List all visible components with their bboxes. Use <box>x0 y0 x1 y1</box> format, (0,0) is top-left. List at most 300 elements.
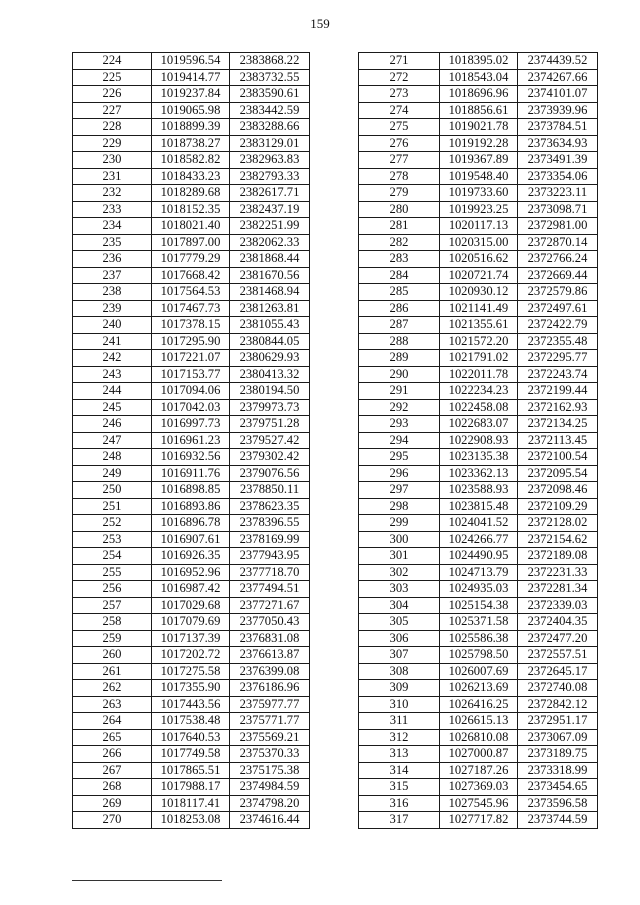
x-coordinate-cell: 1024935.03 <box>440 581 518 598</box>
y-coordinate-cell: 2372134.25 <box>518 416 598 433</box>
point-number-cell: 258 <box>73 614 152 631</box>
table-row <box>359 86 598 103</box>
y-coordinate-cell: 2380844.05 <box>230 333 310 350</box>
y-coordinate-cell: 2380194.50 <box>230 383 310 400</box>
y-coordinate-cell: 2379302.42 <box>230 449 310 466</box>
point-number-cell: 300 <box>359 531 440 548</box>
y-coordinate-cell: 2382963.83 <box>230 152 310 169</box>
point-number-cell: 296 <box>359 465 440 482</box>
x-coordinate-cell: 1016898.85 <box>152 482 230 499</box>
table-row <box>359 119 598 136</box>
table-row <box>359 416 598 433</box>
point-number-cell: 313 <box>359 746 440 763</box>
point-number-cell: 287 <box>359 317 440 334</box>
x-coordinate-cell: 1017749.58 <box>152 746 230 763</box>
table-row <box>73 416 310 433</box>
x-coordinate-cell: 1019367.89 <box>440 152 518 169</box>
y-coordinate-cell: 2372557.51 <box>518 647 598 664</box>
x-coordinate-cell: 1026416.25 <box>440 696 518 713</box>
point-number-cell: 257 <box>73 597 152 614</box>
x-coordinate-cell: 1017275.58 <box>152 663 230 680</box>
point-number-cell: 282 <box>359 234 440 251</box>
table-row <box>73 317 310 334</box>
point-number-cell: 279 <box>359 185 440 202</box>
table-row <box>73 564 310 581</box>
x-coordinate-cell: 1017042.03 <box>152 399 230 416</box>
point-number-cell: 259 <box>73 630 152 647</box>
point-number-cell: 303 <box>359 581 440 598</box>
point-number-cell: 264 <box>73 713 152 730</box>
y-coordinate-cell: 2378169.99 <box>230 531 310 548</box>
point-number-cell: 306 <box>359 630 440 647</box>
point-number-cell: 260 <box>73 647 152 664</box>
table-row <box>73 185 310 202</box>
point-number-cell: 251 <box>73 498 152 515</box>
x-coordinate-cell: 1022908.93 <box>440 432 518 449</box>
y-coordinate-cell: 2373596.58 <box>518 795 598 812</box>
y-coordinate-cell: 2377050.43 <box>230 614 310 631</box>
x-coordinate-cell: 1017378.15 <box>152 317 230 334</box>
point-number-cell: 225 <box>73 69 152 86</box>
x-coordinate-cell: 1027000.87 <box>440 746 518 763</box>
y-coordinate-cell: 2372870.14 <box>518 234 598 251</box>
point-number-cell: 261 <box>73 663 152 680</box>
y-coordinate-cell: 2377718.70 <box>230 564 310 581</box>
table-row <box>359 53 598 70</box>
table-row <box>73 69 310 86</box>
x-coordinate-cell: 1016961.23 <box>152 432 230 449</box>
x-coordinate-cell: 1019237.84 <box>152 86 230 103</box>
x-coordinate-cell: 1020930.12 <box>440 284 518 301</box>
x-coordinate-cell: 1018582.82 <box>152 152 230 169</box>
table-row <box>359 317 598 334</box>
table-row <box>73 383 310 400</box>
x-coordinate-cell: 1018856.61 <box>440 102 518 119</box>
x-coordinate-cell: 1025798.50 <box>440 647 518 664</box>
table-row <box>359 762 598 779</box>
table-row <box>73 762 310 779</box>
y-coordinate-cell: 2379973.73 <box>230 399 310 416</box>
table-row <box>359 383 598 400</box>
point-number-cell: 312 <box>359 729 440 746</box>
y-coordinate-cell: 2375569.21 <box>230 729 310 746</box>
y-coordinate-cell: 2374798.20 <box>230 795 310 812</box>
table-row <box>73 218 310 235</box>
x-coordinate-cell: 1025154.38 <box>440 597 518 614</box>
point-number-cell: 235 <box>73 234 152 251</box>
point-number-cell: 308 <box>359 663 440 680</box>
y-coordinate-cell: 2381055.43 <box>230 317 310 334</box>
table-row <box>359 581 598 598</box>
table-row <box>359 680 598 697</box>
x-coordinate-cell: 1021572.20 <box>440 333 518 350</box>
x-coordinate-cell: 1025371.58 <box>440 614 518 631</box>
y-coordinate-cell: 2373784.51 <box>518 119 598 136</box>
x-coordinate-cell: 1027187.26 <box>440 762 518 779</box>
y-coordinate-cell: 2372422.79 <box>518 317 598 334</box>
point-number-cell: 292 <box>359 399 440 416</box>
x-coordinate-cell: 1017355.90 <box>152 680 230 697</box>
x-coordinate-cell: 1019596.54 <box>152 53 230 70</box>
point-number-cell: 293 <box>359 416 440 433</box>
x-coordinate-cell: 1017988.17 <box>152 779 230 796</box>
x-coordinate-cell: 1016907.61 <box>152 531 230 548</box>
y-coordinate-cell: 2372766.24 <box>518 251 598 268</box>
x-coordinate-cell: 1020516.62 <box>440 251 518 268</box>
point-number-cell: 274 <box>359 102 440 119</box>
point-number-cell: 230 <box>73 152 152 169</box>
x-coordinate-cell: 1019548.40 <box>440 168 518 185</box>
point-number-cell: 283 <box>359 251 440 268</box>
table-row <box>73 597 310 614</box>
y-coordinate-cell: 2372355.48 <box>518 333 598 350</box>
x-coordinate-cell: 1016893.86 <box>152 498 230 515</box>
point-number-cell: 252 <box>73 515 152 532</box>
table-row <box>73 812 310 829</box>
table-row <box>73 630 310 647</box>
table-row <box>359 218 598 235</box>
x-coordinate-cell: 1026615.13 <box>440 713 518 730</box>
table-row <box>73 482 310 499</box>
table-row <box>73 663 310 680</box>
y-coordinate-cell: 2375370.33 <box>230 746 310 763</box>
point-number-cell: 304 <box>359 597 440 614</box>
x-coordinate-cell: 1023362.13 <box>440 465 518 482</box>
point-number-cell: 295 <box>359 449 440 466</box>
x-coordinate-cell: 1017564.53 <box>152 284 230 301</box>
y-coordinate-cell: 2376831.08 <box>230 630 310 647</box>
x-coordinate-cell: 1019192.28 <box>440 135 518 152</box>
table-row <box>73 251 310 268</box>
y-coordinate-cell: 2372095.54 <box>518 465 598 482</box>
table-row <box>73 168 310 185</box>
point-number-cell: 265 <box>73 729 152 746</box>
point-number-cell: 268 <box>73 779 152 796</box>
y-coordinate-cell: 2382062.33 <box>230 234 310 251</box>
x-coordinate-cell: 1018253.08 <box>152 812 230 829</box>
x-coordinate-cell: 1023588.93 <box>440 482 518 499</box>
y-coordinate-cell: 2382437.19 <box>230 201 310 218</box>
point-number-cell: 233 <box>73 201 152 218</box>
x-coordinate-cell: 1017153.77 <box>152 366 230 383</box>
point-number-cell: 241 <box>73 333 152 350</box>
y-coordinate-cell: 2380413.32 <box>230 366 310 383</box>
table-row <box>73 614 310 631</box>
y-coordinate-cell: 2381868.44 <box>230 251 310 268</box>
y-coordinate-cell: 2374267.66 <box>518 69 598 86</box>
x-coordinate-cell: 1022458.08 <box>440 399 518 416</box>
table-row <box>73 300 310 317</box>
point-number-cell: 238 <box>73 284 152 301</box>
y-coordinate-cell: 2382617.71 <box>230 185 310 202</box>
table-row <box>359 729 598 746</box>
table-row <box>73 515 310 532</box>
point-number-cell: 231 <box>73 168 152 185</box>
y-coordinate-cell: 2379527.42 <box>230 432 310 449</box>
y-coordinate-cell: 2383442.59 <box>230 102 310 119</box>
table-row <box>359 515 598 532</box>
table-row <box>359 432 598 449</box>
point-number-cell: 271 <box>359 53 440 70</box>
x-coordinate-cell: 1026810.08 <box>440 729 518 746</box>
y-coordinate-cell: 2381468.94 <box>230 284 310 301</box>
table-row <box>359 663 598 680</box>
table-row <box>73 284 310 301</box>
point-number-cell: 276 <box>359 135 440 152</box>
x-coordinate-cell: 1017137.39 <box>152 630 230 647</box>
table-row <box>73 399 310 416</box>
table-row <box>73 713 310 730</box>
x-coordinate-cell: 1017295.90 <box>152 333 230 350</box>
y-coordinate-cell: 2383732.55 <box>230 69 310 86</box>
x-coordinate-cell: 1019733.60 <box>440 185 518 202</box>
table-row <box>359 696 598 713</box>
table-row <box>73 432 310 449</box>
point-number-cell: 267 <box>73 762 152 779</box>
x-coordinate-cell: 1017779.29 <box>152 251 230 268</box>
point-number-cell: 317 <box>359 812 440 829</box>
table-row <box>73 119 310 136</box>
x-coordinate-cell: 1018117.41 <box>152 795 230 812</box>
point-number-cell: 275 <box>359 119 440 136</box>
y-coordinate-cell: 2383129.01 <box>230 135 310 152</box>
x-coordinate-cell: 1017668.42 <box>152 267 230 284</box>
x-coordinate-cell: 1016896.78 <box>152 515 230 532</box>
table-row <box>359 795 598 812</box>
y-coordinate-cell: 2382251.99 <box>230 218 310 235</box>
y-coordinate-cell: 2373354.06 <box>518 168 598 185</box>
y-coordinate-cell: 2376186.96 <box>230 680 310 697</box>
y-coordinate-cell: 2376613.87 <box>230 647 310 664</box>
x-coordinate-cell: 1019414.77 <box>152 69 230 86</box>
x-coordinate-cell: 1017467.73 <box>152 300 230 317</box>
y-coordinate-cell: 2378850.11 <box>230 482 310 499</box>
x-coordinate-cell: 1018543.04 <box>440 69 518 86</box>
point-number-cell: 253 <box>73 531 152 548</box>
table-row <box>73 795 310 812</box>
y-coordinate-cell: 2372189.08 <box>518 548 598 565</box>
y-coordinate-cell: 2373223.11 <box>518 185 598 202</box>
point-number-cell: 277 <box>359 152 440 169</box>
table-row <box>73 86 310 103</box>
x-coordinate-cell: 1017865.51 <box>152 762 230 779</box>
point-number-cell: 309 <box>359 680 440 697</box>
y-coordinate-cell: 2372281.34 <box>518 581 598 598</box>
y-coordinate-cell: 2383868.22 <box>230 53 310 70</box>
y-coordinate-cell: 2376399.08 <box>230 663 310 680</box>
y-coordinate-cell: 2372128.02 <box>518 515 598 532</box>
y-coordinate-cell: 2373744.59 <box>518 812 598 829</box>
x-coordinate-cell: 1018738.27 <box>152 135 230 152</box>
table-row <box>359 630 598 647</box>
y-coordinate-cell: 2372645.17 <box>518 663 598 680</box>
table-row <box>359 647 598 664</box>
table-row <box>73 548 310 565</box>
x-coordinate-cell: 1027369.03 <box>440 779 518 796</box>
y-coordinate-cell: 2372100.54 <box>518 449 598 466</box>
table-row <box>73 449 310 466</box>
table-row <box>359 284 598 301</box>
x-coordinate-cell: 1027717.82 <box>440 812 518 829</box>
y-coordinate-cell: 2379751.28 <box>230 416 310 433</box>
point-number-cell: 310 <box>359 696 440 713</box>
x-coordinate-cell: 1019923.25 <box>440 201 518 218</box>
point-number-cell: 294 <box>359 432 440 449</box>
x-coordinate-cell: 1017221.07 <box>152 350 230 367</box>
y-coordinate-cell: 2373491.39 <box>518 152 598 169</box>
point-number-cell: 226 <box>73 86 152 103</box>
point-number-cell: 270 <box>73 812 152 829</box>
table-row <box>359 234 598 251</box>
point-number-cell: 298 <box>359 498 440 515</box>
y-coordinate-cell: 2372243.74 <box>518 366 598 383</box>
coordinates-table-right <box>358 52 598 829</box>
x-coordinate-cell: 1020117.13 <box>440 218 518 235</box>
y-coordinate-cell: 2373098.71 <box>518 201 598 218</box>
y-coordinate-cell: 2373067.09 <box>518 729 598 746</box>
point-number-cell: 234 <box>73 218 152 235</box>
table-row <box>359 564 598 581</box>
page-number: 159 <box>310 16 330 31</box>
x-coordinate-cell: 1024490.95 <box>440 548 518 565</box>
y-coordinate-cell: 2372951.17 <box>518 713 598 730</box>
table-row <box>359 482 598 499</box>
y-coordinate-cell: 2374101.07 <box>518 86 598 103</box>
x-coordinate-cell: 1017029.68 <box>152 597 230 614</box>
point-number-cell: 249 <box>73 465 152 482</box>
point-number-cell: 288 <box>359 333 440 350</box>
x-coordinate-cell: 1024713.79 <box>440 564 518 581</box>
point-number-cell: 311 <box>359 713 440 730</box>
point-number-cell: 227 <box>73 102 152 119</box>
point-number-cell: 272 <box>359 69 440 86</box>
table-row <box>73 102 310 119</box>
x-coordinate-cell: 1017094.06 <box>152 383 230 400</box>
x-coordinate-cell: 1017443.56 <box>152 696 230 713</box>
x-coordinate-cell: 1019065.98 <box>152 102 230 119</box>
y-coordinate-cell: 2372113.45 <box>518 432 598 449</box>
coordinates-table-left <box>72 52 310 829</box>
y-coordinate-cell: 2372981.00 <box>518 218 598 235</box>
table-row <box>359 713 598 730</box>
x-coordinate-cell: 1020721.74 <box>440 267 518 284</box>
point-number-cell: 245 <box>73 399 152 416</box>
x-coordinate-cell: 1016926.35 <box>152 548 230 565</box>
x-coordinate-cell: 1016987.42 <box>152 581 230 598</box>
y-coordinate-cell: 2372497.61 <box>518 300 598 317</box>
point-number-cell: 299 <box>359 515 440 532</box>
point-number-cell: 314 <box>359 762 440 779</box>
y-coordinate-cell: 2372295.77 <box>518 350 598 367</box>
table-row <box>73 581 310 598</box>
point-number-cell: 263 <box>73 696 152 713</box>
y-coordinate-cell: 2373454.65 <box>518 779 598 796</box>
y-coordinate-cell: 2373189.75 <box>518 746 598 763</box>
table-row <box>73 333 310 350</box>
table-row <box>73 696 310 713</box>
point-number-cell: 254 <box>73 548 152 565</box>
table-row <box>73 350 310 367</box>
table-row <box>73 152 310 169</box>
y-coordinate-cell: 2372154.62 <box>518 531 598 548</box>
y-coordinate-cell: 2373634.93 <box>518 135 598 152</box>
point-number-cell: 246 <box>73 416 152 433</box>
x-coordinate-cell: 1018696.96 <box>440 86 518 103</box>
point-number-cell: 316 <box>359 795 440 812</box>
table-row <box>73 135 310 152</box>
table-row <box>359 614 598 631</box>
point-number-cell: 250 <box>73 482 152 499</box>
x-coordinate-cell: 1018433.23 <box>152 168 230 185</box>
point-number-cell: 273 <box>359 86 440 103</box>
x-coordinate-cell: 1027545.96 <box>440 795 518 812</box>
point-number-cell: 266 <box>73 746 152 763</box>
y-coordinate-cell: 2372477.20 <box>518 630 598 647</box>
table-row <box>359 746 598 763</box>
table-row <box>73 680 310 697</box>
x-coordinate-cell: 1024266.77 <box>440 531 518 548</box>
point-number-cell: 237 <box>73 267 152 284</box>
table-row <box>73 729 310 746</box>
point-number-cell: 256 <box>73 581 152 598</box>
point-number-cell: 286 <box>359 300 440 317</box>
x-coordinate-cell: 1022234.23 <box>440 383 518 400</box>
point-number-cell: 284 <box>359 267 440 284</box>
point-number-cell: 269 <box>73 795 152 812</box>
point-number-cell: 239 <box>73 300 152 317</box>
x-coordinate-cell: 1018152.35 <box>152 201 230 218</box>
point-number-cell: 290 <box>359 366 440 383</box>
x-coordinate-cell: 1021791.02 <box>440 350 518 367</box>
table-row <box>359 812 598 829</box>
table-row <box>73 531 310 548</box>
y-coordinate-cell: 2375771.77 <box>230 713 310 730</box>
table-row <box>73 647 310 664</box>
y-coordinate-cell: 2375175.38 <box>230 762 310 779</box>
x-coordinate-cell: 1025586.38 <box>440 630 518 647</box>
point-number-cell: 307 <box>359 647 440 664</box>
y-coordinate-cell: 2374439.52 <box>518 53 598 70</box>
y-coordinate-cell: 2378623.35 <box>230 498 310 515</box>
table-row <box>73 746 310 763</box>
point-number-cell: 224 <box>73 53 152 70</box>
point-number-cell: 236 <box>73 251 152 268</box>
y-coordinate-cell: 2374984.59 <box>230 779 310 796</box>
point-number-cell: 244 <box>73 383 152 400</box>
point-number-cell: 278 <box>359 168 440 185</box>
table-row <box>359 465 598 482</box>
y-coordinate-cell: 2372740.08 <box>518 680 598 697</box>
x-coordinate-cell: 1023135.38 <box>440 449 518 466</box>
y-coordinate-cell: 2383288.66 <box>230 119 310 136</box>
point-number-cell: 240 <box>73 317 152 334</box>
x-coordinate-cell: 1020315.00 <box>440 234 518 251</box>
point-number-cell: 243 <box>73 366 152 383</box>
x-coordinate-cell: 1024041.52 <box>440 515 518 532</box>
x-coordinate-cell: 1026007.69 <box>440 663 518 680</box>
x-coordinate-cell: 1019021.78 <box>440 119 518 136</box>
table-row <box>359 267 598 284</box>
y-coordinate-cell: 2372162.93 <box>518 399 598 416</box>
point-number-cell: 291 <box>359 383 440 400</box>
y-coordinate-cell: 2373318.99 <box>518 762 598 779</box>
y-coordinate-cell: 2372231.33 <box>518 564 598 581</box>
x-coordinate-cell: 1017897.00 <box>152 234 230 251</box>
point-number-cell: 281 <box>359 218 440 235</box>
x-coordinate-cell: 1018021.40 <box>152 218 230 235</box>
point-number-cell: 305 <box>359 614 440 631</box>
point-number-cell: 248 <box>73 449 152 466</box>
